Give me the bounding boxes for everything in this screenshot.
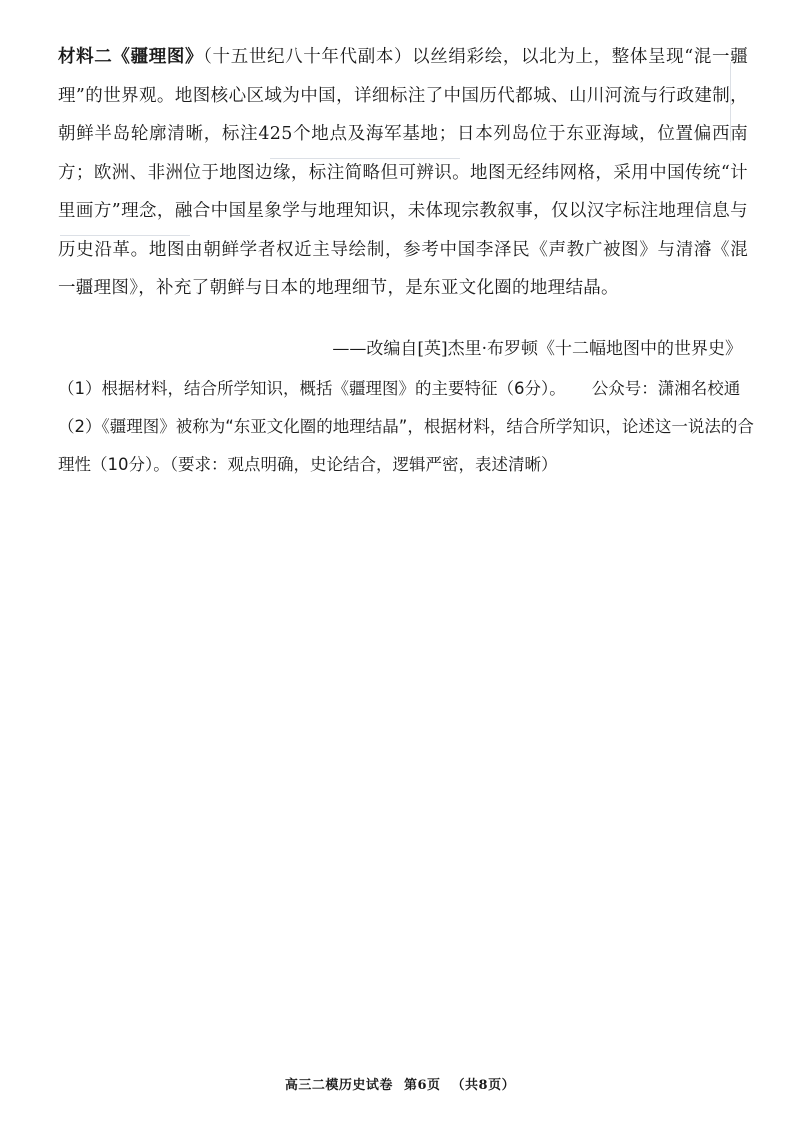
material-source-citation: ——改编自[英]杰里·布罗顿《十二幅地图中的世界史》 xyxy=(332,339,742,359)
scan-artifact-line xyxy=(730,62,731,142)
watermark-text: 公众号：潇湘名校通 xyxy=(591,379,741,398)
footer-page-number: 第6页 xyxy=(403,1078,441,1093)
page-footer xyxy=(0,1074,800,1093)
question-1-text: （1）根据材料，结合所学知识，概括《疆理图》的主要特征（6分）。 xyxy=(58,379,566,398)
question-2: （2）《疆理图》被称为“东亚文化圈的地理结晶”，根据材料，结合所学知识，论述这一说法的合理性（10分）。（要求：观点明确，史论结合，逻辑严密，表述清晰） xyxy=(58,417,754,474)
scan-artifact-line xyxy=(60,235,190,236)
material-label: 材料二《疆理图》 xyxy=(58,47,204,67)
question-1 xyxy=(58,370,758,408)
footer-exam-title: 高三二模历史试卷 xyxy=(284,1078,393,1093)
footer-total-pages: （共8页） xyxy=(451,1078,516,1093)
scan-artifact-line xyxy=(270,158,460,159)
material-body: （十五世纪八十年代副本）以丝绢彩绘，以北为上，整体呈现“混一疆理”的世界观。地图核心区域为中国，详细标注了中国历代都城、山川河流与行政建制，朝鲜半岛轮廓清晰，标注425个地点及海军基地；日本列岛位于东亚海域，位置偏西南方；欧洲、非洲位于地图边缘，标注简略但可辨识。地图无经纬网格，采用中国传统“计里画方”理念，融合中国星象学与地理知识，未体现宗教叙事，仅以汉字标注地理信息与历史沿革。地图由朝鲜学者权近主导绘制，参考中国李泽民《声教广被图》与清濬《混一疆理图》，补充了朝鲜与日本的地理细节，是东亚文化圈的地理结晶。 xyxy=(58,47,748,298)
material-two-passage xyxy=(58,38,748,308)
